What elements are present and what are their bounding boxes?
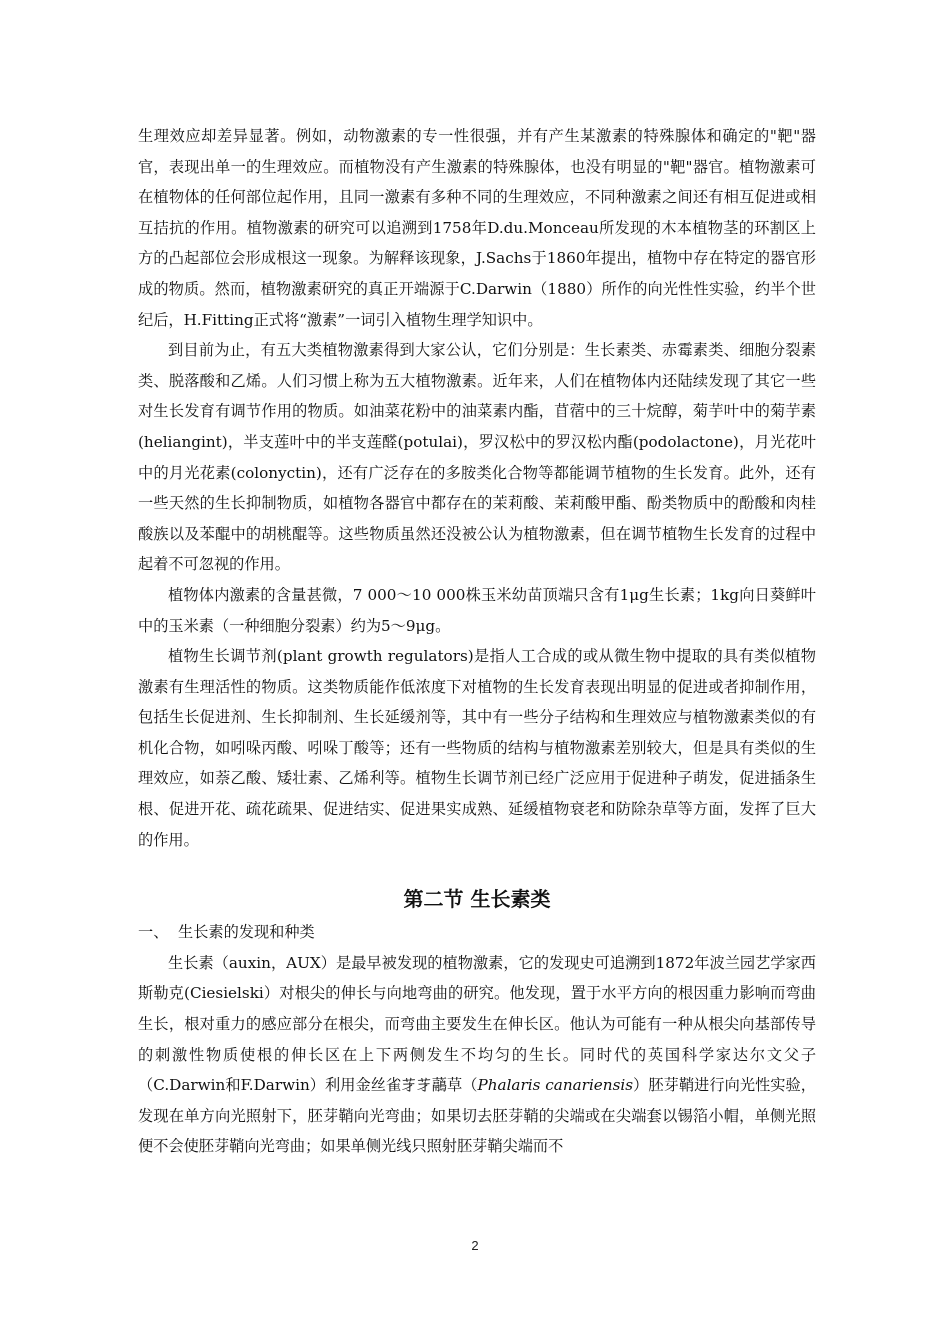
paragraph-intro-continued: 生理效应却差异显著。例如，动物激素的专一性很强，并有产生某激素的特殊腺体和确定的"靶"器官，表现出单一的生理效应。而植物没有产生激素的特殊腺体，也没有明显的"靶"器官。植物激素可在植物体的任何部位起作用，且同一激素有多种不同的生理效应，不同种激素之间还有相互促进或相互拮抗的作用。植物激素的研究可以追溯到1758年D.du.Monceau所发现的木本植物茎的环割区上方的凸起部位会形成根这一现象。为解释该现象，J.Sachs于1860年提出，植物中存在特定的器官形成的物质。然而，植物激素研究的真正开端源于C.Darwin（1880）所作的向光性性实验，约半个世纪后，H.Fitting正式将“激素”一词引入植物生理学知识中。	[138, 127, 816, 329]
paragraph-auxin-discovery	[138, 948, 816, 1162]
document-page	[138, 121, 816, 1162]
species-name-italic: Phalaris canariensis	[477, 1076, 634, 1095]
section-title: 第二节 生长素类	[403, 887, 551, 912]
page-number: 2	[471, 1238, 479, 1253]
paragraph-hormone-content: 植物体内激素的含量甚微，7 000～10 000株玉米幼苗顶端只含有1μg生长素；1kg向日葵鲜叶中的玉米素（一种细胞分裂素）约为5～9μg。	[138, 585, 816, 635]
sub-heading	[138, 917, 816, 948]
auxin-text-part1: 生长素（auxin，AUX）是最早被发现的植物激素，它的发现史可追溯到1872年波兰园艺学家西斯勒克(Ciesielski）对根尖的伸长与向地弯曲的研究。他发现，置于水平方向的根因重力影响而弯曲生长，根对重力的感应部分在根尖，而弯曲主要发生在伸长区。他认为可能有一种从根尖向基部传导的刺激性物质使根的伸长区在上下两侧发生不均匀的生长。同时代的英国科学家达尔文父子（C.Darwin和F.Darwin）利用金丝雀𦬁𦬁虉草（	[138, 953, 816, 1095]
sub-heading-number: 一、	[138, 923, 169, 942]
paragraph-growth-regulators: 植物生长调节剂(plant growth regulators)是指人工合成的或从微生物中提取的具有类似植物激素有生理活性的物质。这类物质能作低浓度下对植物的生长发育表现出明显的促进或者抑制作用，包括生长促进剂、生长抑制剂、生长延缓剂等，其中有一些分子结构和生理效应与植物激素类似的有机化合物，如吲哚丙酸、吲哚丁酸等；还有一些物质的结构与植物激素差别较大，但是具有类似的生理效应，如萘乙酸、矮壮素、乙烯利等。植物生长调节剂已经广泛应用于促进种子萌发，促进插条生根、促进开花、疏花疏果、促进结实、促进果实成熟、延缓植物衰老和防除杂草等方面，发挥了巨大的作用。	[138, 647, 816, 849]
paragraph-five-hormones: 到目前为止，有五大类植物激素得到大家公认，它们分别是：生长素类、赤霉素类、细胞分裂素类、脱落酸和乙烯。人们习惯上称为五大植物激素。近年来，人们在植物体内还陆续发现了其它一些对生长发育有调节作用的物质。如油菜花粉中的油菜素内酯，苜蓿中的三十烷醇，菊芋叶中的菊芋素(heliangint)，半支莲叶中的半支莲醛(potulai)，罗汉松中的罗汉松内酯(podolactone)，月光花叶中的月光花素(colonyctin)，还有广泛存在的多胺类化合物等都能调节植物的生长发育。此外，还有一些天然的生长抑制物质，如植物各器官中都存在的茉莉酸、茉莉酸甲酯、酚类物质中的酚酸和肉桂酸族以及苯醌中的胡桃醌等。这些物质虽然还没被公认为植物激素，但在调节植物生长发育的过程中起着不可忽视的作用。	[138, 341, 816, 574]
sub-heading-text: 生长素的发现和种类	[178, 923, 315, 942]
auxin-text-part2: ）胚芽鞘进行向光性实验，发现在单方向光照射下，胚芽鞘向光弯曲；如果切去胚芽鞘的尖端或在尖端套以锡箔小帽，单侧光照便不会使胚芽鞘向光弯曲；如果单侧光线只照射胚芽鞘尖端而不	[138, 1076, 816, 1156]
